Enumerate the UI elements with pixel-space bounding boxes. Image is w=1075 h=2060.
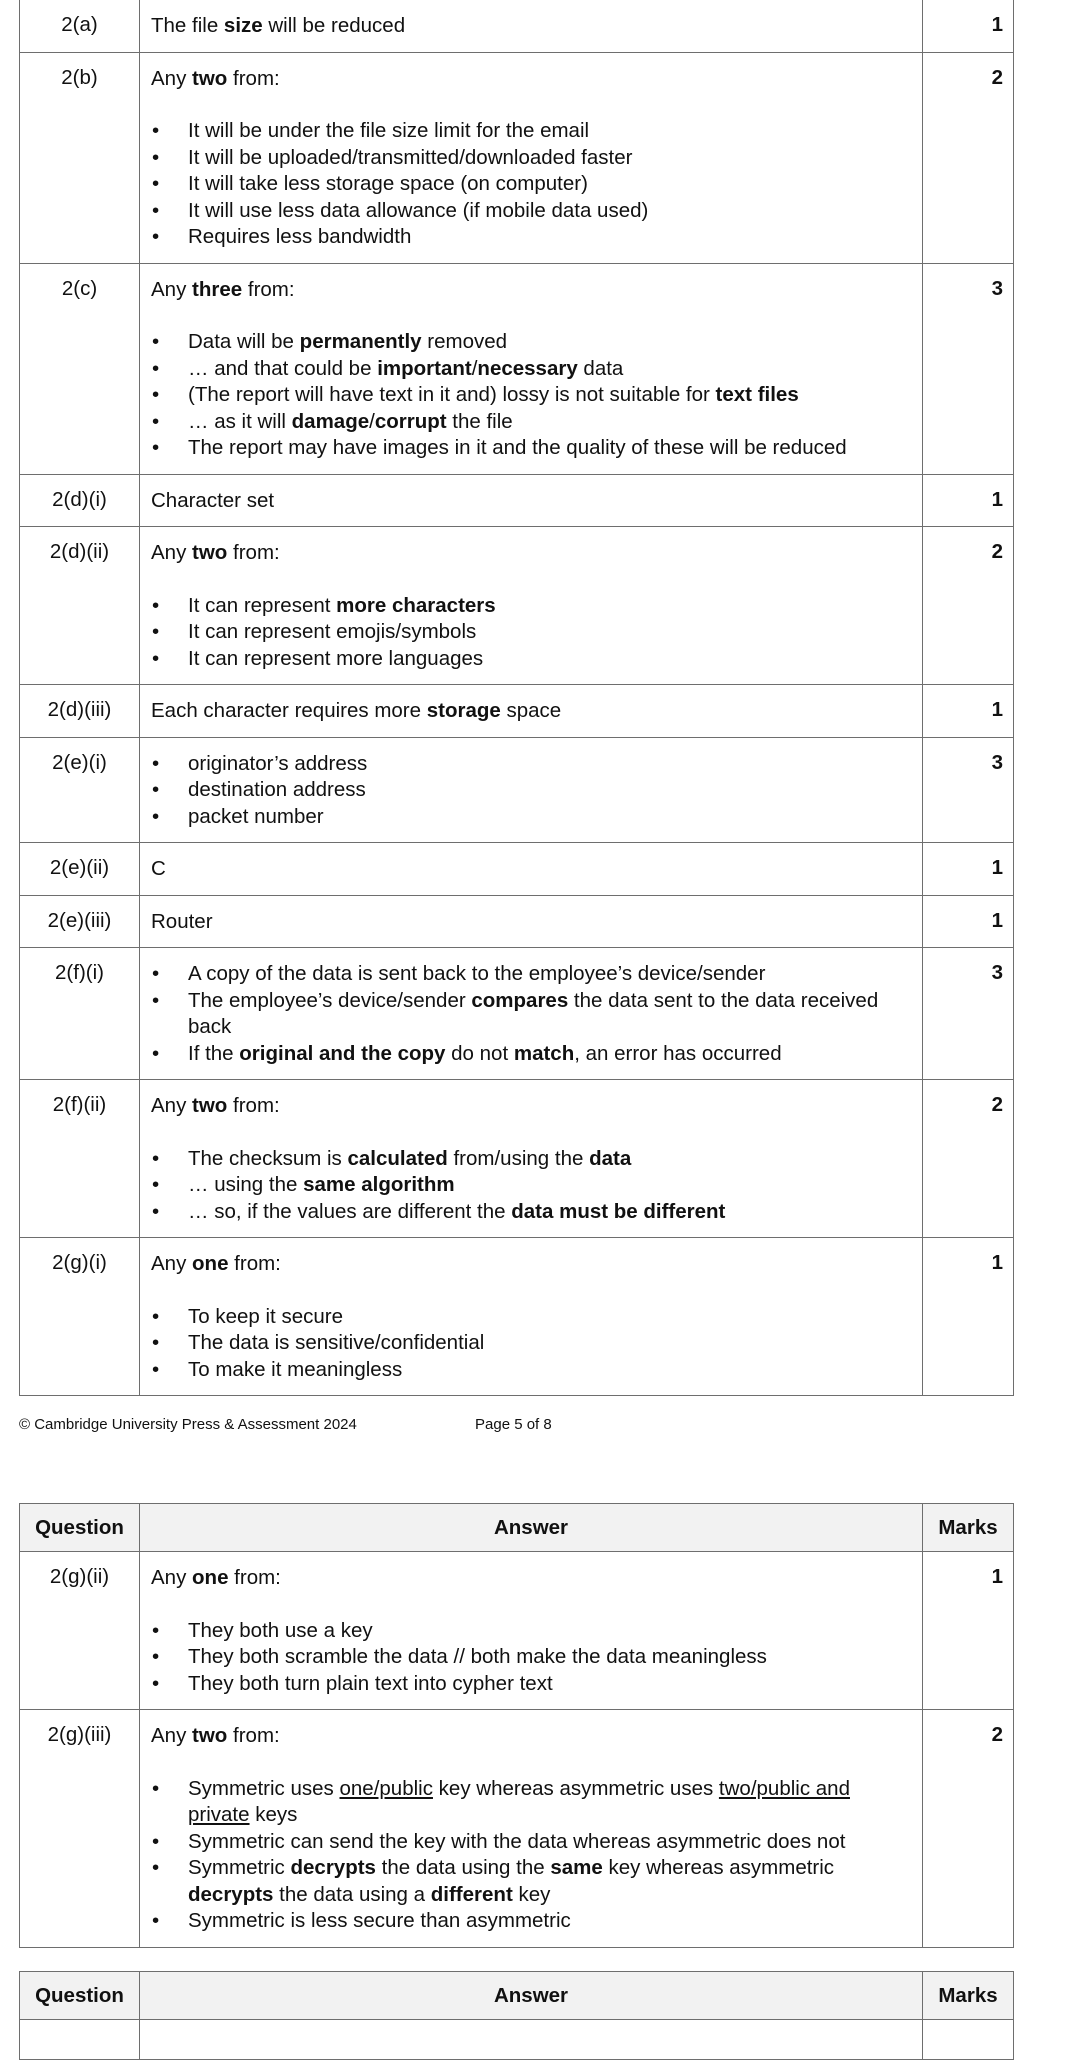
table-row [20, 527, 1014, 685]
answer-list [151, 961, 912, 1067]
column-header-answer: Answer [140, 1972, 923, 2020]
marks-value: 3 [923, 948, 1014, 1080]
answer-cell: Any three from: • Data will be permanently removed • … and that could be important/necessary data • (The report will have text in it and) lossy is not suitable for text files • … as it will damage/corrupt the file • The report may have images in it and the quality of these will be reduced [140, 263, 923, 474]
table-row [20, 948, 1014, 1080]
answer-cell: Any two from: • It will be under the file size limit for the email • It will be uploaded/transmitted/downloaded faster • It will take less storage space (on computer) • It will use less data allowance (if mobile data used) • Requires less bandwidth [140, 52, 923, 263]
list-item: • Requires less bandwidth [151, 224, 912, 251]
column-header-marks: Marks [923, 1972, 1014, 2020]
table-row [20, 737, 1014, 843]
list-item: • Symmetric decrypts the data using the same key whereas asymmetric decrypts the data using a different key [151, 1855, 912, 1908]
question-number: 2(g)(ii) [20, 1552, 140, 1710]
question-number: 2(e)(iii) [20, 895, 140, 948]
answer-cell: Any two from: • It can represent more characters • It can represent emojis/symbols • It can represent more languages [140, 527, 923, 685]
list-item: • The report may have images in it and the quality of these will be reduced [151, 435, 912, 462]
answer-cell: Any one from: • To keep it secure • The data is sensitive/confidential • To make it meaningless [140, 1238, 923, 1396]
answer-list [151, 1618, 912, 1698]
answer-cell: Any one from: • They both use a key • They both scramble the data // both make the data meaningless • They both turn plain text into cypher text [140, 1552, 923, 1710]
empty-cell [923, 2020, 1014, 2060]
list-item: • The employee’s device/sender compares the data sent to the data received back [151, 988, 912, 1041]
answer-list [151, 1304, 912, 1384]
marks-value: 1 [923, 685, 1014, 738]
question-number: 2(g)(iii) [20, 1710, 140, 1948]
list-item: • It can represent emojis/symbols [151, 619, 912, 646]
table-row [20, 1710, 1014, 1948]
list-item: • To make it meaningless [151, 1357, 912, 1384]
column-header-answer: Answer [140, 1504, 923, 1552]
marks-value: 2 [923, 527, 1014, 685]
question-number: 2(b) [20, 52, 140, 263]
table-row [20, 1238, 1014, 1396]
mark-scheme-table-page5 [19, 0, 1014, 1396]
question-number: 2(e)(ii) [20, 843, 140, 896]
list-item: • … as it will damage/corrupt the file [151, 409, 912, 436]
table-header-row [20, 1972, 1014, 2020]
question-number: 2(f)(ii) [20, 1080, 140, 1238]
answer-list [151, 118, 912, 251]
list-item: • … so, if the values are different the data must be different [151, 1199, 912, 1226]
table-row [20, 474, 1014, 527]
list-item: • Symmetric is less secure than asymmetric [151, 1908, 912, 1935]
marks-value: 2 [923, 52, 1014, 263]
list-item: • Data will be permanently removed [151, 329, 912, 356]
marks-value: 1 [923, 843, 1014, 896]
answer-cell [140, 948, 923, 1080]
marks-value: 2 [923, 1080, 1014, 1238]
question-number: 2(e)(i) [20, 737, 140, 843]
list-item: • If the original and the copy do not match, an error has occurred [151, 1041, 912, 1068]
table-row [20, 685, 1014, 738]
question-number: 2(d)(iii) [20, 685, 140, 738]
marks-value: 3 [923, 737, 1014, 843]
answer-list [151, 593, 912, 673]
table-row [20, 263, 1014, 474]
mark-scheme-table-page6 [19, 1503, 1014, 1948]
empty-cell [140, 2020, 923, 2060]
marks-value: 2 [923, 1710, 1014, 1948]
marks-value: 1 [923, 895, 1014, 948]
marks-value: 1 [923, 1552, 1014, 1710]
list-item: • It can represent more languages [151, 646, 912, 673]
list-item: • They both scramble the data // both make the data meaningless [151, 1644, 912, 1671]
list-item: • originator’s address [151, 751, 912, 778]
question-number: 2(c) [20, 263, 140, 474]
list-item: • The data is sensitive/confidential [151, 1330, 912, 1357]
question-number: 2(a) [20, 0, 140, 52]
question-number: 2(d)(i) [20, 474, 140, 527]
answer-list [151, 1776, 912, 1935]
list-item: • … and that could be important/necessary data [151, 356, 912, 383]
empty-cell [20, 2020, 140, 2060]
marks-value: 1 [923, 1238, 1014, 1396]
marks-value: 3 [923, 263, 1014, 474]
answer-cell: Character set [140, 474, 923, 527]
column-header-marks: Marks [923, 1504, 1014, 1552]
list-item: • It can represent more characters [151, 593, 912, 620]
column-header-question: Question [20, 1972, 140, 2020]
answer-list [151, 329, 912, 462]
answer-cell: The file size will be reduced [140, 0, 923, 52]
answer-cell [140, 737, 923, 843]
footer-page-number: Page 5 of 8 [475, 1416, 552, 1433]
question-number: 2(g)(i) [20, 1238, 140, 1396]
mark-scheme-table-page7 [19, 1971, 1014, 2060]
answer-cell: Router [140, 895, 923, 948]
list-item: • It will be under the file size limit for the email [151, 118, 912, 145]
table-row [20, 843, 1014, 896]
list-item: • A copy of the data is sent back to the employee’s device/sender [151, 961, 912, 988]
list-item: • It will use less data allowance (if mobile data used) [151, 198, 912, 225]
list-item: • They both turn plain text into cypher text [151, 1671, 912, 1698]
table-row [20, 1080, 1014, 1238]
list-item: • It will take less storage space (on computer) [151, 171, 912, 198]
table-row [20, 895, 1014, 948]
footer-copyright: © Cambridge University Press & Assessment 2024 [19, 1416, 357, 1433]
answer-cell: Each character requires more storage space [140, 685, 923, 738]
list-item: • The checksum is calculated from/using the data [151, 1146, 912, 1173]
question-number: 2(d)(ii) [20, 527, 140, 685]
list-item: • destination address [151, 777, 912, 804]
list-item: • They both use a key [151, 1618, 912, 1645]
list-item: • It will be uploaded/transmitted/downloaded faster [151, 145, 912, 172]
table-row [20, 0, 1014, 52]
list-item: • packet number [151, 804, 912, 831]
table-header-row [20, 1504, 1014, 1552]
answer-list [151, 1146, 912, 1226]
answer-cell: Any two from: • Symmetric uses one/public key whereas asymmetric uses two/public and private keys • Symmetric can send the key with the data whereas asymmetric does not • Symmetric decrypts the data using the same key whereas asymmetric decrypts the data using a different key • Symmetric is less secure than asymmetric [140, 1710, 923, 1948]
marks-value: 1 [923, 474, 1014, 527]
list-item: • (The report will have text in it and) lossy is not suitable for text files [151, 382, 912, 409]
list-item: • To keep it secure [151, 1304, 912, 1331]
list-item: • Symmetric can send the key with the data whereas asymmetric does not [151, 1829, 912, 1856]
answer-list [151, 751, 912, 831]
answer-cell: Any two from: • The checksum is calculated from/using the data • … using the same algorithm • … so, if the values are different the data must be different [140, 1080, 923, 1238]
marks-value: 1 [923, 0, 1014, 52]
answer-cell: C [140, 843, 923, 896]
column-header-question: Question [20, 1504, 140, 1552]
table-row [20, 52, 1014, 263]
table-row [20, 2020, 1014, 2060]
list-item: • Symmetric uses one/public key whereas asymmetric uses two/public and private keys [151, 1776, 912, 1829]
list-item: • … using the same algorithm [151, 1172, 912, 1199]
table-row [20, 1552, 1014, 1710]
question-number: 2(f)(i) [20, 948, 140, 1080]
